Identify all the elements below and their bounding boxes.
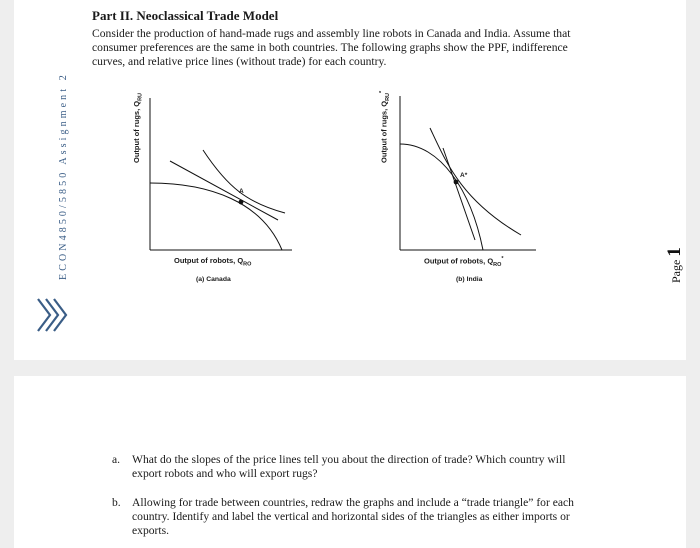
question-b <box>112 496 592 538</box>
ppf-curve <box>150 183 282 250</box>
y-axis-label: Output of rugs, $Q_{RU}$ <box>132 92 144 163</box>
price-line <box>443 148 475 240</box>
point-label: A* <box>460 172 468 179</box>
page-number: 1 <box>664 247 685 257</box>
graph-canada <box>130 90 300 300</box>
y-axis-label: Output of rugs, $Q_{RU}^*$ <box>379 90 391 163</box>
x-axis-label: Output of robots, $Q_{RO}$ <box>174 256 252 268</box>
graph-caption: (b) India <box>456 276 483 283</box>
sidebar-course-label: ECON4850/5850 Assignment 2 <box>58 72 69 280</box>
page-word: Page <box>669 259 683 283</box>
intro-paragraph: Consider the production of hand-made rugs and assembly line robots in Canada and India. Assume that consumer preferences are the same in both countries. The following graphs show the PPF, indifference curves, and relative price lines (without trade) for each country. <box>92 27 571 68</box>
indifference-curve <box>430 128 521 235</box>
question-letter: b. <box>112 496 121 509</box>
question-text: Allowing for trade between countries, redraw the graphs and include a “trade triangle” for each country. Identify and label the vertical and horizontal sides of the triangles as either imports or exports. <box>132 496 574 537</box>
question-text: What do the slopes of the price lines tell you about the direction of trade? Which country will export robots and who will export rugs? <box>132 453 566 480</box>
page-number-label <box>664 247 686 283</box>
graph-india-plot <box>376 90 546 300</box>
equilibrium-point <box>454 180 459 185</box>
graph-india <box>376 90 546 300</box>
section-title: Part II. Neoclassical Trade Model <box>92 8 279 23</box>
question-letter: a. <box>112 453 121 466</box>
equilibrium-point <box>239 200 244 205</box>
x-axis-label: Output of robots, $Q_{RO}^*$ <box>424 256 504 268</box>
graph-caption: (a) Canada <box>196 276 231 283</box>
price-line <box>170 161 278 220</box>
indifference-curve <box>203 150 285 213</box>
ppf-curve <box>400 144 483 250</box>
question-a <box>112 453 592 481</box>
point-label: A <box>239 188 244 195</box>
graph-canada-plot <box>130 90 300 300</box>
double-chevron-right-icon[interactable] <box>36 297 68 338</box>
